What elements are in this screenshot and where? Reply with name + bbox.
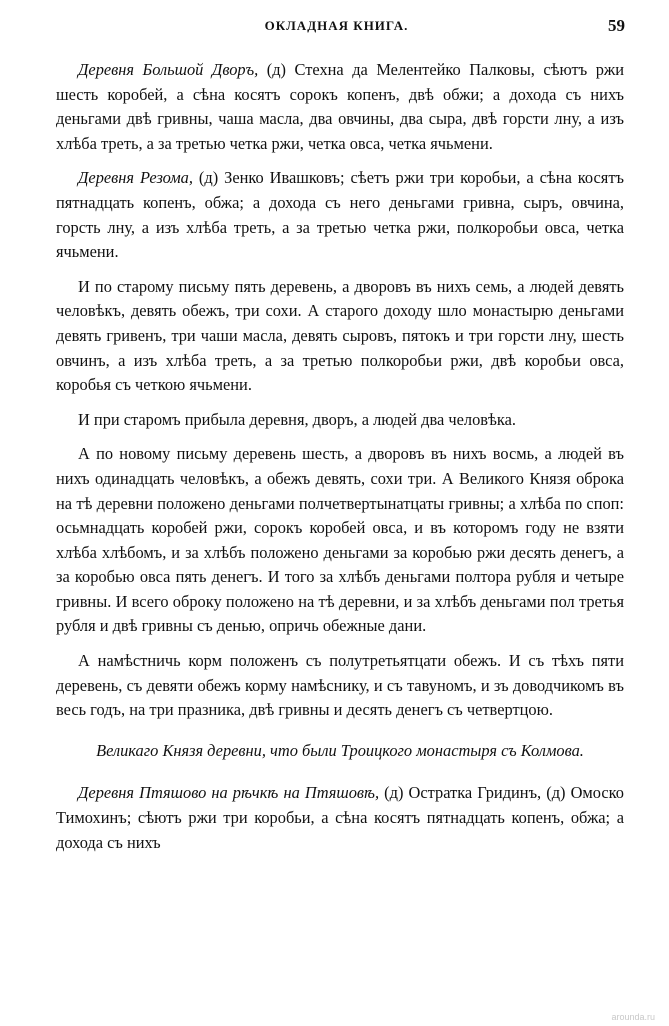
paragraph-rezoma <box>56 166 624 264</box>
paragraph-text: (д) Остратка Гридинъ, (д) Омоско Тимохинъ; сѣютъ ржи три коробьи, а сѣна косятъ пятнадцать копенъ, обжа; а дохода съ нихъ <box>56 783 625 852</box>
paragraph-text: (д) Зенко Ивашковъ; сѣетъ ржи три коробьи, а сѣна косятъ пятнадцать копенъ, обжа; а дохода съ него деньгами гривна, сыръ, овчина, горсть лну, а изъ хлѣба треть, а за третью четка ржи, полкоробьи овса, четка ячьмени. <box>56 168 624 262</box>
body-text <box>56 58 624 865</box>
village-name: Деревня Резома, <box>78 168 193 188</box>
page-number: 59 <box>608 16 625 35</box>
paragraph-added-village <box>56 408 624 433</box>
paragraph-new-census <box>56 442 624 639</box>
paragraph-old-census <box>56 275 624 398</box>
paragraph-text: А намѣстничь корм положенъ съ полутретьятцати обежъ. И съ тѣхъ пяти деревень, съ девяти обежъ корму намѣснику, и съ тавуномъ, и зъ доводчикомъ въ весь годъ, на три празника, двѣ гривны и десять денегъ съ четвертцою. <box>56 651 624 720</box>
paragraph-bolshoy-dvor <box>56 58 624 156</box>
watermark: arounda.ru <box>611 1012 655 1022</box>
paragraph-text: И при старомъ прибыла деревня, дворъ, а людей два человѣка. <box>78 409 517 429</box>
village-name: Деревня Большой Дворъ, <box>78 60 259 79</box>
paragraph-text: И по старому письму пять деревень, а дворовъ въ нихъ семь, а людей девять человѣкъ, девять обежъ, три сохи. А старого доходу шло монастырю деньгами девять гривенъ, три чаши масла, девять сыровъ, пятокъ и три горсти лну, шесть овчинъ, а изъ хлѣба треть, а за третью полкоробьи ржи, двѣ коробьи овса, коробья съ четкою ячьмени. <box>56 276 624 395</box>
paragraph-namestnik-korm <box>56 649 624 723</box>
paragraph-ptyashovo <box>56 781 624 855</box>
section-heading: Великаго Князя деревни, что были Троицкого монастыря съ Колмова. <box>96 740 584 760</box>
page-header <box>48 16 625 40</box>
running-head: ОКЛАДНАЯ КНИГА. <box>264 18 409 33</box>
paragraph-text: А по новому письму деревень шесть, а дворовъ въ нихъ восмь, а людей въ нихъ одинадцать человѣкъ, а обежъ девять, сохи три. А Великого Князя оброка на тѣ деревни положено деньгами полчетвертынатцаты гривны; а хлѣба по споп: осьмнадцать коробей ржи, сорокъ коробей овса, и въ которомъ году не взяти хлѣба хлѣбомъ, и за хлѣбъ положено деньгами за коробью ржи десять денегъ, а за коробью овса пять денегъ. И того за хлѣбъ деньгами полтора рубля и четыре гривны. И всего оброку положено на тѣ деревни, и за хлѣбъ деньгами пол третья рубля и двѣ гривны съ денью, опричь обежные дани. <box>56 444 624 636</box>
village-name: Деревня Птяшово на рѣчкѣ на Птяшовѣ, <box>78 783 380 803</box>
paragraph-text: (д) Стехна да Мелентейко Палковы, сѣютъ ржи шесть коробей, а сѣна косятъ сорокъ копенъ, двѣ обжи; а дохода съ нихъ деньгами двѣ гривны, чаша масла, два овчины, два сыра, двѣ горсти лну, а изъ хлѣба треть, а за третью четка ржи, четка овса, четка ячьмени. <box>56 60 624 153</box>
